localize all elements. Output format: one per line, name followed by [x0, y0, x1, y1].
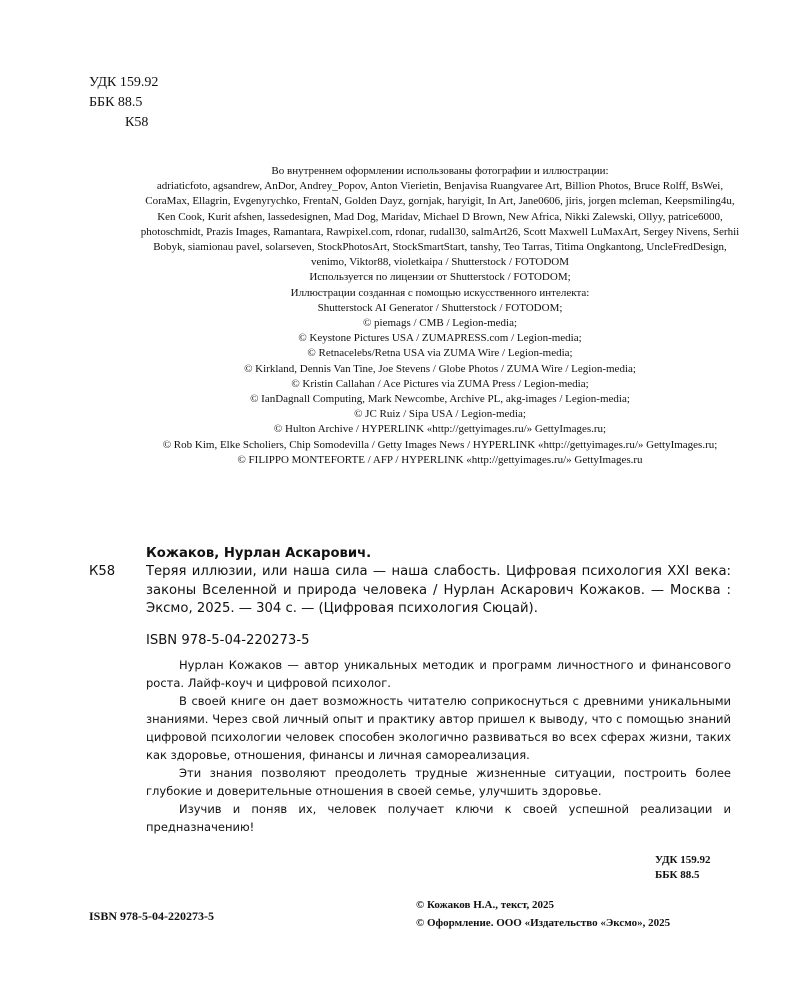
image-credits [136, 164, 744, 468]
annotation-paragraph: Изучив и поняв их, человек получает ключи к своей успешной реализации и предназначению! [146, 802, 731, 834]
udk-code: УДК 159.92 [89, 75, 159, 90]
bbk-code: ББК 88.5 [89, 95, 143, 110]
udk-code: УДК 159.92 [655, 854, 711, 866]
isbn: ISBN 978-5-04-220273-5 [146, 633, 310, 649]
author-heading: Кожаков, Нурлан Аскарович. [146, 546, 372, 561]
bibliographic-entry: Теряя иллюзии, или наша сила — наша слабость. Цифровая психология XXI века: законы Вселенной и природа человека / Нурлан Аскарович Кожаков. — Москва : Эксмо, 2025. — 304 с. — (Цифровая психология Сюцай). [146, 564, 731, 616]
credits-line: Во внутреннем оформлении использованы фотографии и иллюстрации: [271, 165, 609, 177]
annotation-paragraph: Нурлан Кожаков — автор уникальных методик и программ личностного и финансового роста. Лайф-коуч и цифровой психолог. [146, 658, 731, 690]
copyright-notice [416, 896, 670, 932]
bbk-code: ББК 88.5 [655, 869, 700, 881]
author-mark: К58 [89, 564, 116, 580]
classification-codes-top [89, 73, 158, 133]
annotation-paragraph: Эти знания позволяют преодолеть трудные жизненные ситуации, построить более глубокие и доверительные отношения в своей семье, улучшить здоровье. [146, 766, 731, 798]
credits-line: © FILIPPO MONTEFORTE / AFP / HYPERLINK «http://gettyimages.ru/» GettyImages.ru [237, 453, 643, 466]
annotation [146, 656, 731, 836]
copyright-line: © Кожаков Н.А., текст, 2025 [416, 899, 555, 911]
credits-line: Используется по лицензии от Shutterstock / FOTODOM; [309, 271, 571, 284]
credits-line: adriaticfoto, agsandrew, AnDor, Andrey_Popov, Anton Vierietin, Benjavisa Ruangvaree Art, Billion Photos, Bruce Rolff, BsWei, CoraMax, Ellagrin, Evgenyrychko, FrentaN, Golden Dayz, gornjak, haryigit, In Art, Jane0606, jiris, jorgen mcleman, Keepsmiling4u, Ken Cook, Kurit afshen, lassedesignen, Mad Dog, Maridav, Michael D Brown, New Africa, Nikki Zalewski, Ollyy, patrice6000, photoschmidt, Prazis Images, Ramantara, Rawpixel.com, rdonar, rudall30, salmArt26, Scott Maxwell LuMaxArt, Sergey Nivens, Serhii Bobyk, siamionau pavel, solarseven, StockPhotosArt, StockSmartStart, tanshy, Teo Tarras, Titima Ongkantong, UncleFredDesign, venimo, Viktor88, violetkaipa / Shutterstock / FOTODOM [140, 180, 740, 269]
classification-codes-bottom [655, 853, 711, 883]
annotation-paragraph: В своей книге он дает возможность читателю соприкоснуться с древними уникальными знаниями. Через свой личный опыт и практику автор пришел к выводу, что с помощью знаний цифровой психологии человек способен экологично развиваться во всех сферах жизни, таких как здоровье, отношения, финансы и личная самореализация. [146, 694, 731, 762]
credits-line: © Retnacelebs/Retna USA via ZUMA Wire / Legion-media; [307, 347, 573, 360]
isbn-bottom: ISBN 978-5-04-220273-5 [89, 909, 214, 923]
credits-line: © Keystone Pictures USA / ZUMAPRESS.com / Legion-media; [298, 332, 582, 345]
credits-line: Иллюстрации созданная с помощью искусственного интелекта: [290, 286, 590, 299]
credits-line: © piemags / CMB / Legion-media; [362, 317, 518, 330]
credits-line: © Kristin Callahan / Ace Pictures via ZUMA Press / Legion-media; [291, 377, 589, 390]
author-mark-code: К58 [125, 115, 149, 130]
credits-line: © IanDagnall Computing, Mark Newcombe, Archive PL, akg-images / Legion-media; [250, 393, 630, 406]
credits-line: © Rob Kim, Elke Scholiers, Chip Somodevilla / Getty Images News / HYPERLINK «http://gettyimages.ru/» GettyImages.ru; [162, 438, 718, 451]
credits-line: © JC Ruiz / Sipa USA / Legion-media; [354, 408, 526, 421]
credits-line: © Hulton Archive / HYPERLINK «http://gettyimages.ru/» GettyImages.ru; [273, 423, 607, 436]
credits-line: Shutterstock AI Generator / Shutterstock / FOTODOM; [317, 301, 563, 314]
bibliographic-record [89, 545, 731, 650]
entry-row [89, 563, 731, 618]
copyright-line: © Оформление. ООО «Издательство «Эксмо», 2025 [416, 917, 671, 929]
credits-line: © Kirkland, Dennis Van Tine, Joe Stevens / Globe Photos / ZUMA Wire / Legion-media; [244, 362, 636, 375]
